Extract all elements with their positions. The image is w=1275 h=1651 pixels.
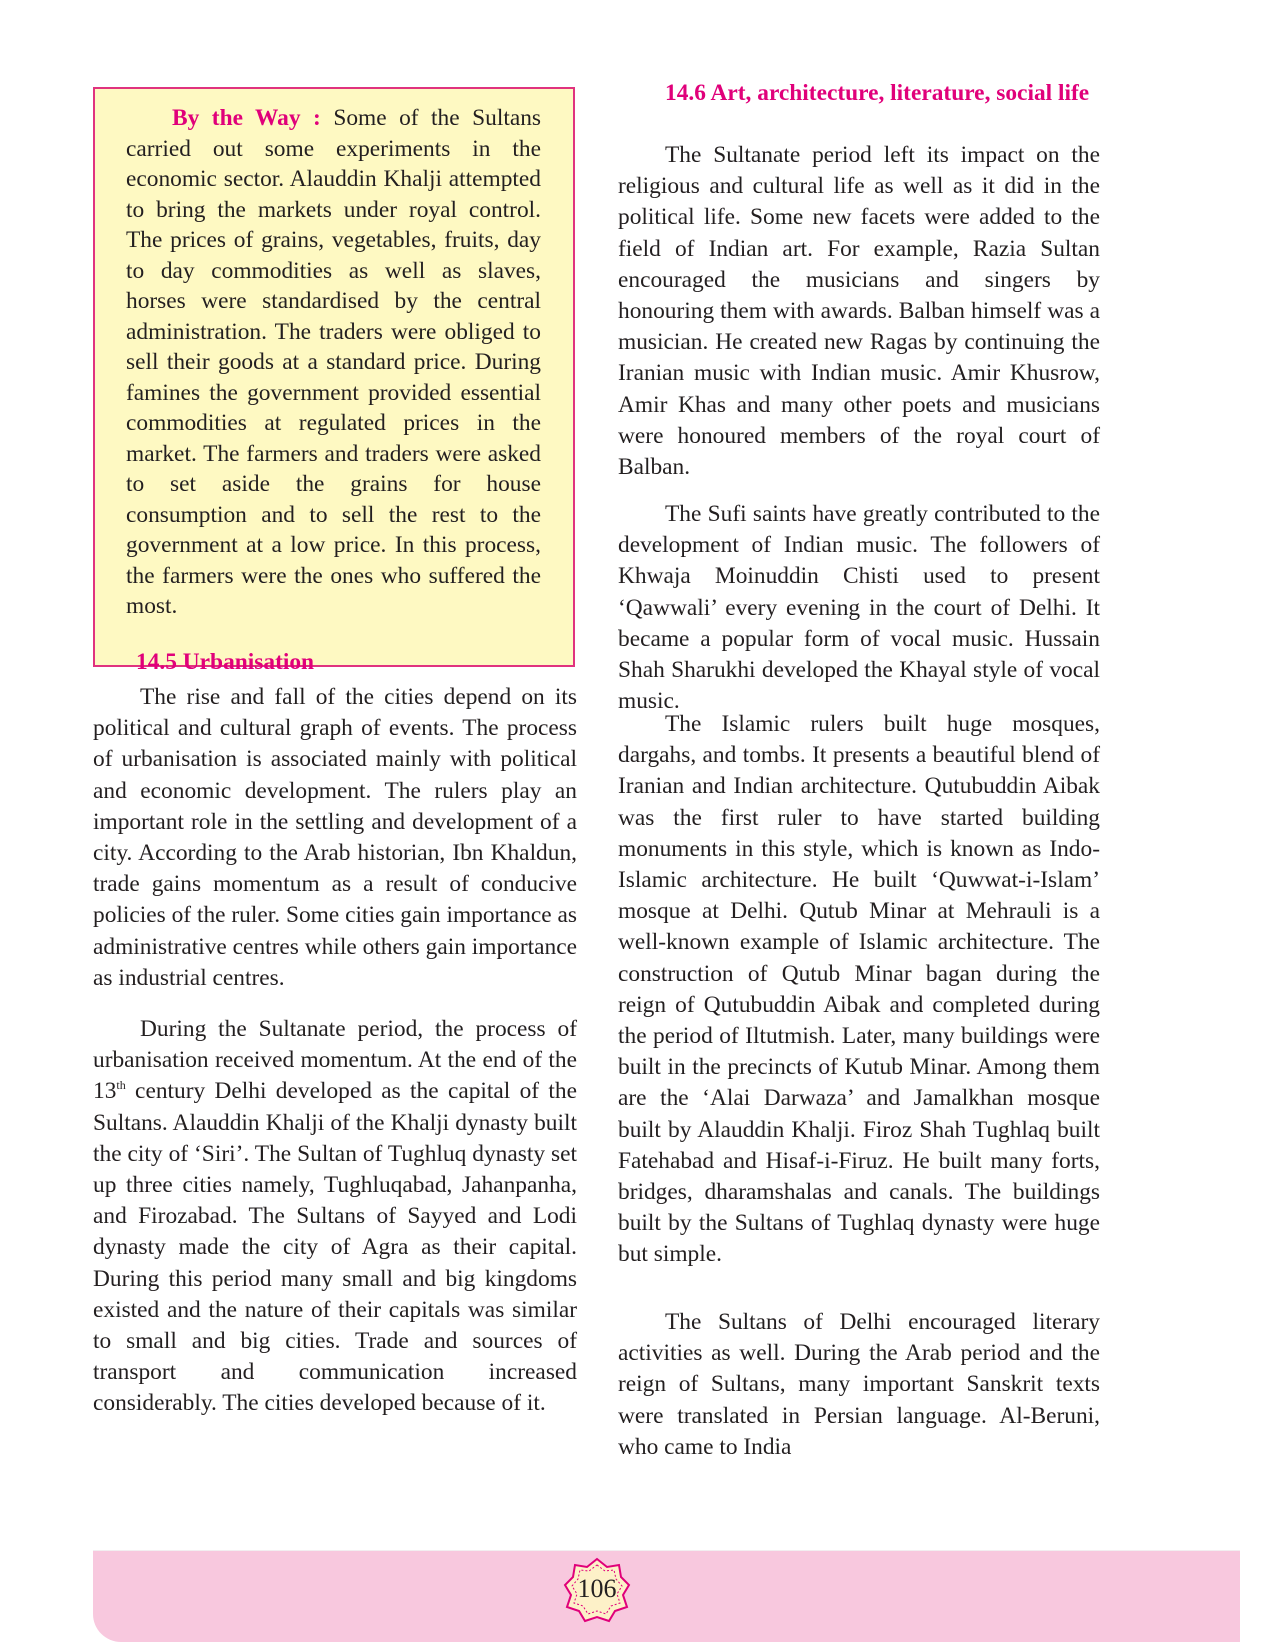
by-the-way-body: Some of the Sultans carried out some experiments in the economic sector. Alauddin Khalji attempted to bring the markets under royal control. The prices of grains, vegetables, fruits, day to day commodities as well as slaves, horses were standardised by the central administration. The traders were obliged to sell their goods at a standard price. During famines the government provided essential commodities at regulated prices in the market. The farmers and traders were asked to set aside the grains for house consumption and to sell the rest to the government at a low price. In this process, the farmers were the ones who suffered the most. bbox=[126, 105, 541, 619]
footer-band bbox=[93, 1550, 1240, 1642]
art-paragraph-4: The Sultans of Delhi encouraged literary activities as well. During the Arab period and the reign of Sultans, many important Sanskrit texts were translated in Persian language. Al-Beruni, who came to India bbox=[618, 1309, 1100, 1460]
art-paragraph-2: The Sufi saints have greatly contributed to the development of Indian music. The followers of Khwaja Moinuddin Chisti used to present ‘Qawwali’ every evening in the court of Delhi. It became a popular form of vocal music. Hussain Shah Sharukhi developed the Khayal style of vocal music. bbox=[618, 501, 1100, 715]
page-number: 106 bbox=[577, 1574, 617, 1603]
urbanisation-paragraph-2 bbox=[93, 1014, 577, 1420]
art-paragraph-1: The Sultanate period left its impact on the religious and cultural life as well as it did in the political life. Some new facets were added to the field of Indian art. For example, Razia Sultan encouraged the musicians and singers by honouring them with awards. Balban himself was a musician. He created new Ragas by continuing the Iranian music with Indian music. Amir Khusrow, Amir Khas and many other poets and musicians were honoured members of the royal court of Balban. bbox=[618, 142, 1100, 481]
section-heading-urbanisation: 14.5 Urbanisation bbox=[136, 649, 315, 675]
by-the-way-label: By the Way : bbox=[172, 105, 321, 131]
by-the-way-box bbox=[93, 87, 575, 667]
ordinal-superscript: th bbox=[116, 1078, 126, 1093]
urbanisation-paragraph-2-start: During the Sultanate period, the process of urbanisation received momentum. At the end of the 13 bbox=[93, 1016, 577, 1105]
footer-divider bbox=[93, 1550, 1240, 1551]
urbanisation-paragraph-2-end: century Delhi developed as the capital of the Sultans. Alauddin Khalji of the Khalji dynasty built the city of ‘Siri’. The Sultan of Tughluq dynasty set up three cities namely, Tughluqabad, Jahanpanha, and Firozabad. The Sultans of Sayyed and Lodi dynasty made the city of Agra as their capital. During this period many small and big kingdoms existed and the nature of their capitals was similar to small and big cities. Trade and sources of transport and communication increased considerably. The cities developed because of it. bbox=[93, 1078, 577, 1417]
art-paragraph-3: The Islamic rulers built huge mosques, dargahs, and tombs. It presents a beautiful blend of Iranian and Indian architecture. Qutubuddin Aibak was the first ruler to have started building monuments in this style, which is known as Indo-Islamic architecture. He built ‘Quwwat-i-Islam’ mosque at Delhi. Qutub Minar at Mehrauli is a well-known example of Islamic architecture. The construction of Qutub Minar bagan during the reign of Qutubuddin Aibak and completed during the period of Iltutmish. Later, many buildings were built in the precincts of Kutub Minar. Among them are the ‘Alai Darwaza’ and Jamalkhan mosque built by Alauddin Khalji. Firoz Shah Tughlaq built Fatehabad and Hisaf-i-Firuz. He built many forts, bridges, dharamshalas and canals. The buildings built by the Sultans of Tughlaq dynasty were huge but simple. bbox=[618, 711, 1100, 1268]
by-the-way-text bbox=[126, 103, 541, 622]
urbanisation-paragraph-1: The rise and fall of the cities depend on its political and cultural graph of events. The process of urbanisation is associated mainly with political and economic development. The rulers play an important role in the settling and development of a city. According to the Arab historian, Ibn Khaldun, trade gains momentum as a result of conducive policies of the ruler. Some cities gain importance as administrative centres while others gain importance as industrial centres. bbox=[93, 684, 577, 991]
section-heading-art-architecture: 14.6 Art, architecture, literature, social life bbox=[665, 80, 1090, 106]
